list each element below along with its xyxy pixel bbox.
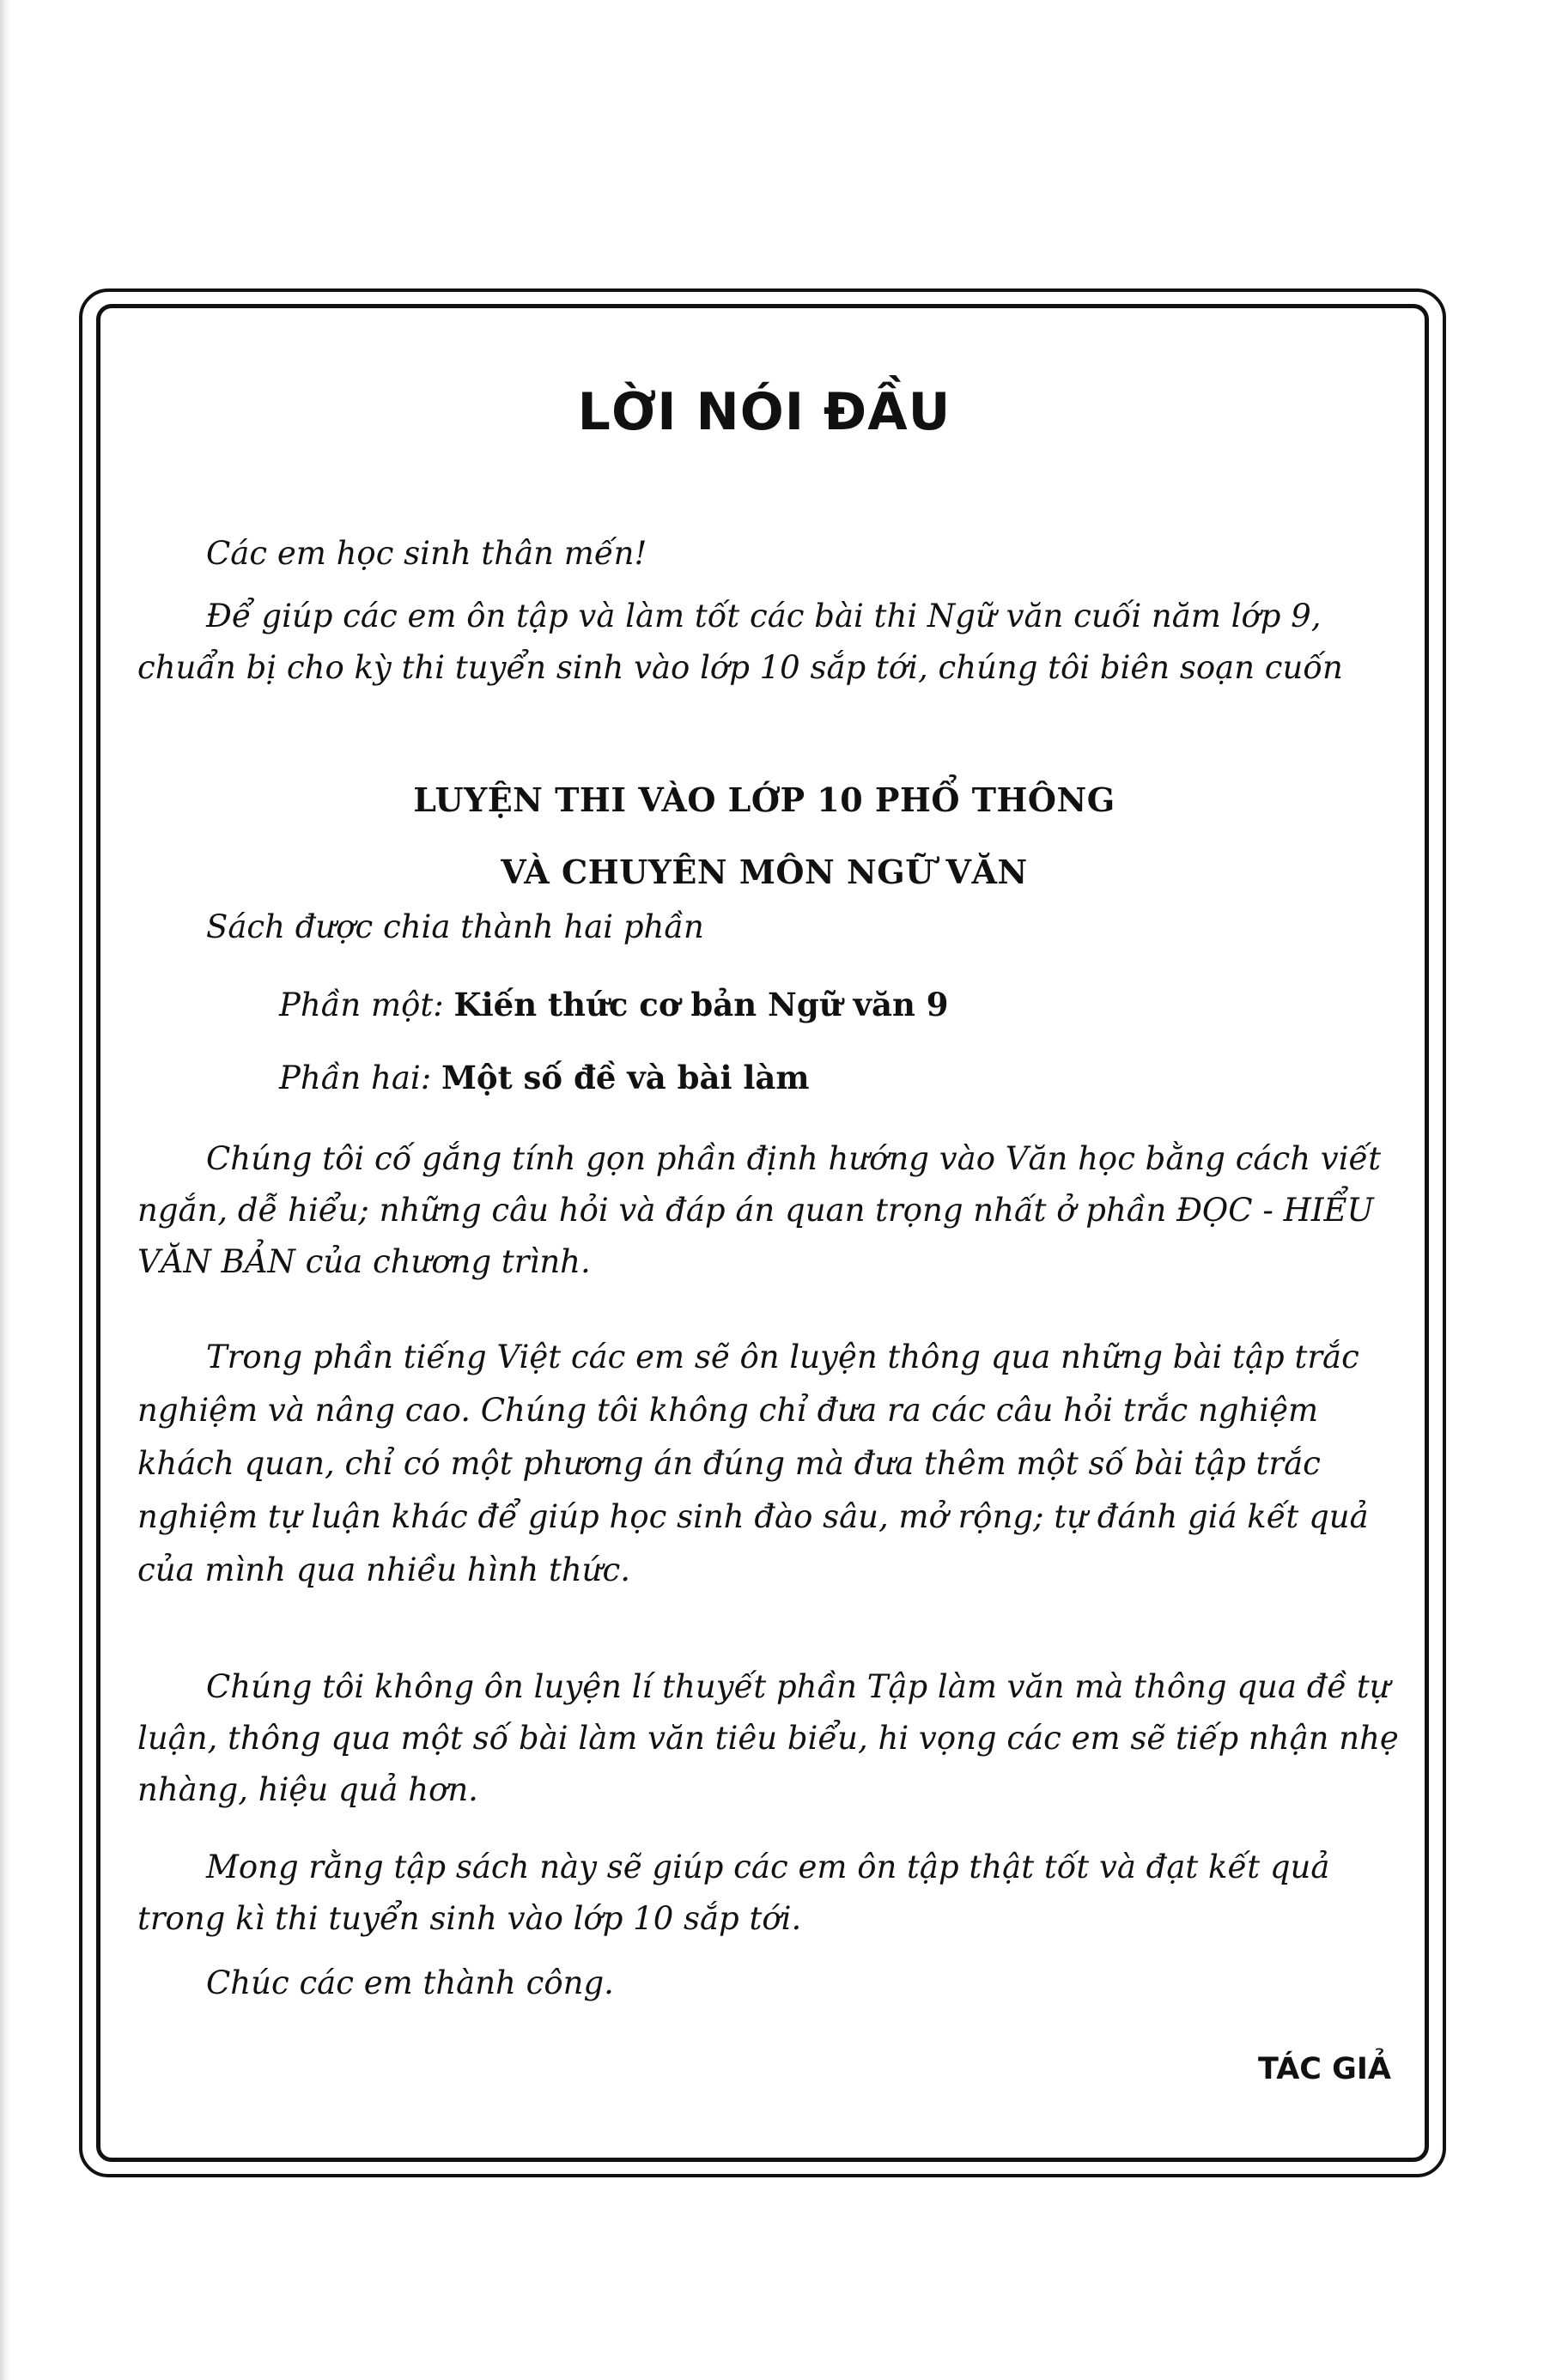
part-two-label: Phần hai: <box>279 1059 432 1096</box>
part-one-text: Kiến thức cơ bản Ngữ văn 9 <box>453 986 949 1023</box>
part-two <box>279 1052 810 1104</box>
intro-paragraph: Để giúp các em ôn tập và làm tốt các bài thi Ngữ văn cuối năm lớp 9, chuẩn bị cho kỳ thi tuyển sinh vào lớp 10 sắp tới, chúng tôi biên soạn cuốn <box>137 598 1343 686</box>
paragraph-literature: Chúng tôi cố gắng tính gọn phần định hướng vào Văn học bằng cách viết ngắn, dễ hiểu; những câu hỏi và đáp án quan trọng nhất ở phần ĐỌC - HIỂU VĂN BẢN của chương trình. <box>137 1140 1382 1280</box>
greeting: Các em học sinh thân mến! <box>206 535 647 572</box>
book-title-line-2: VÀ CHUYÊN MÔN NGỮ VĂN <box>501 853 1028 891</box>
book-title-line-1: LUYỆN THI VÀO LỚP 10 PHỔ THÔNG <box>413 780 1115 819</box>
book-structure-intro: Sách được chia thành hai phần <box>206 908 704 945</box>
book-title <box>137 764 1391 908</box>
page-title: LỜI NÓI ĐẦU <box>577 382 951 442</box>
part-two-text: Một số đề và bài làm <box>441 1059 810 1096</box>
part-one-label: Phần một: <box>279 987 444 1023</box>
paragraph-composition: Chúng tôi không ôn luyện lí thuyết phần Tập làm văn mà thông qua đề tự luận, thông qua một số bài làm văn tiêu biểu, hi vọng các em sẽ tiếp nhận nhẹ nhàng, hiệu quả hơn. <box>137 1668 1399 1808</box>
preface-content <box>137 361 1399 2129</box>
part-one <box>279 979 948 1031</box>
author-signature: TÁC GIẢ <box>1258 2052 1391 2086</box>
page-edge <box>0 0 10 2380</box>
closing-line: Chúc các em thành công. <box>206 1964 614 2001</box>
paragraph-vietnamese: Trong phần tiếng Việt các em sẽ ôn luyện thông qua những bài tập trắc nghiệm và nâng cao. Chúng tôi không chỉ đưa ra các câu hỏi trắc nghiệm khách quan, chỉ có một phương án đúng mà đưa thêm một số bài tập trắc nghiệm tự luận khác để giúp học sinh đào sâu, mở rộng; tự đánh giá kết quả của mình qua nhiều hình thức. <box>137 1339 1369 1588</box>
paragraph-wish: Mong rằng tập sách này sẽ giúp các em ôn tập thật tốt và đạt kết quả trong kì thi tuyển sinh vào lớp 10 sắp tới. <box>137 1849 1330 1937</box>
